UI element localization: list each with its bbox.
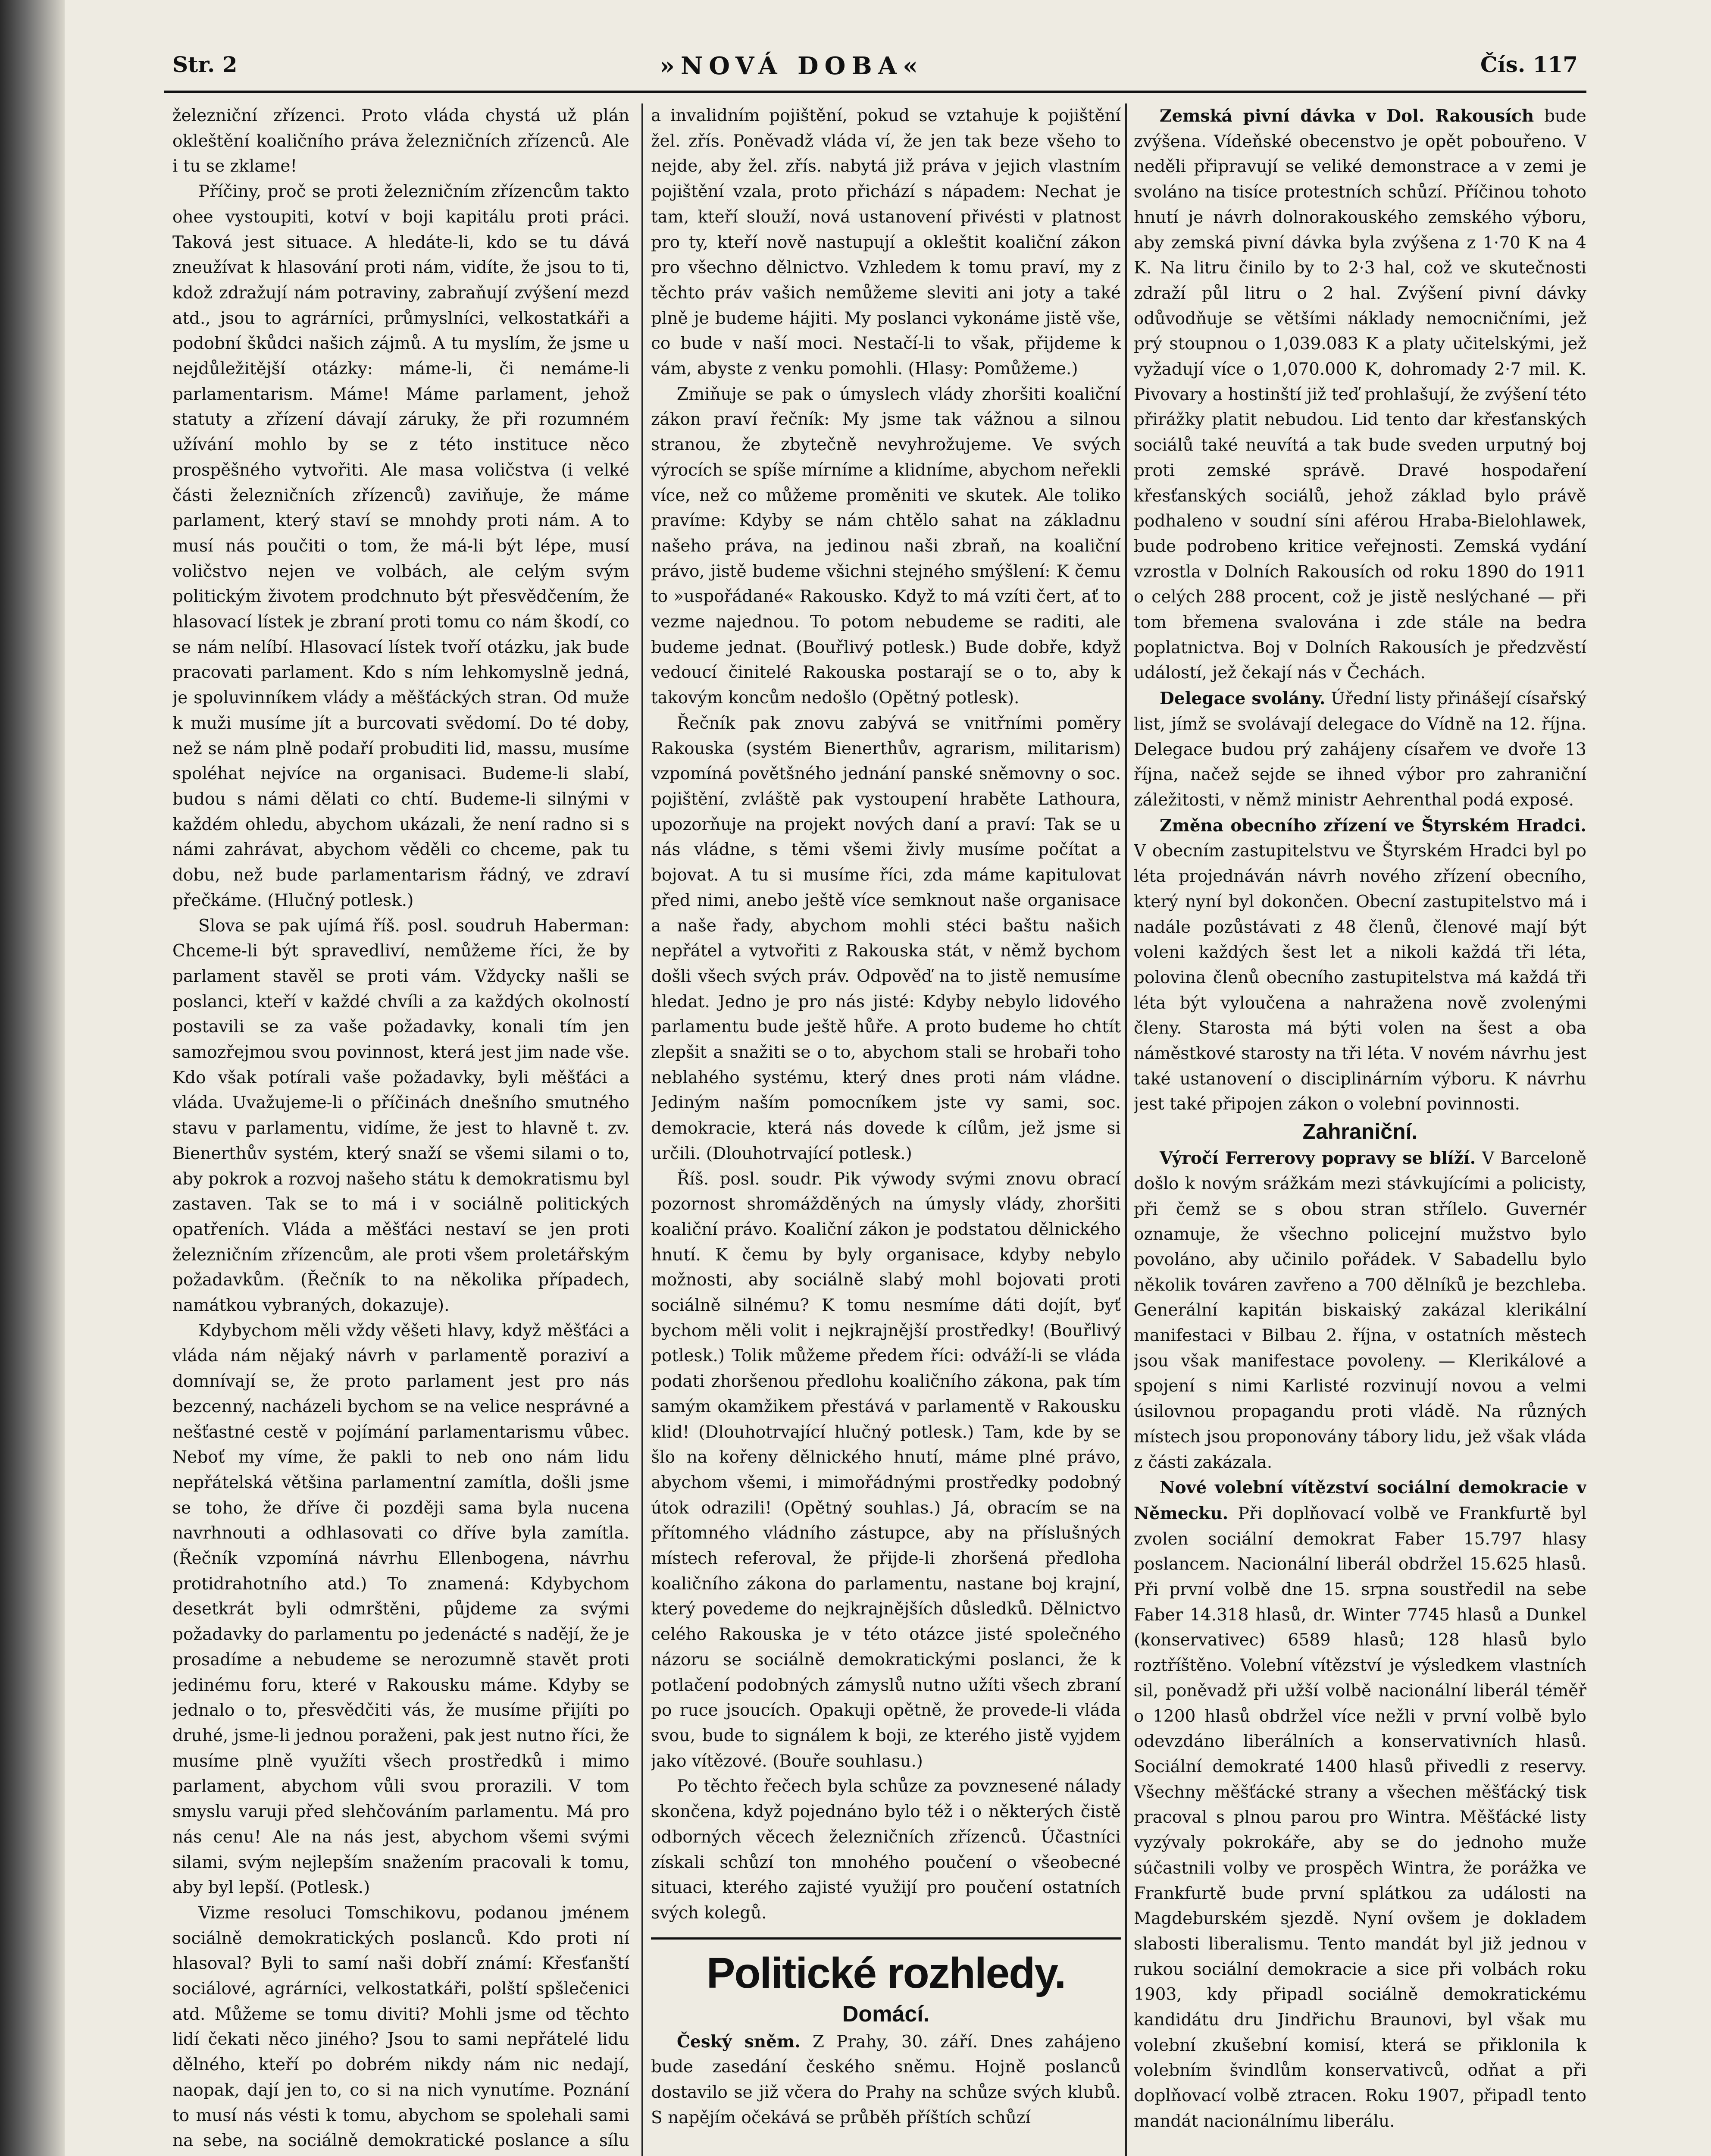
news-item-text: Z Prahy, 30. září. Dnes zahájeno bude zasedání českého sněmu. Hojně poslanců dostavilo se již včera do Prahy na schůze svých klubů. S napějím očekává se průběh příštích schůzí [651,2032,1121,2128]
page-number-left: Str. 2 [172,52,238,77]
page-binding-shadow [0,0,65,2156]
news-item [651,2029,1121,2131]
header-rule [164,91,1586,93]
news-item [1134,813,1586,1117]
newspaper-title: »NOVÁ DOBA« [660,52,924,80]
subheading-domaci: Domácí. [842,2001,930,2027]
page-header [164,47,1586,95]
article-paragraph: Příčiny, proč se proti železničním zřízencům takto ohee vystoupiti, kotví v boji kapitálu proti práci. Taková jest situace. A hledáte-li, kdo se tu dává zneužívat k hlasování proti nám, vidíte, že jsou to ti, kdož zdražují nám potraviny, zabraňují zvýšení mezd atd., jsou to agrárníci, průmyslníci, velkostatkáři a podobní škůdci našich zájmů. A tu myslím, že jsme u nejdůležitější otázky: máme-li, či nemáme-li parlamentarism. Máme! Máme parlament, jehož statuty a zřízení dávají záruky, že při rozumném užívání mohlo by se z této instituce něco prospěšného vytvořiti. Ale masa voličstva (i velké části železničních zřízenců) zaviňuje, že máme parlament, který staví se mnohdy proti nám. A to musí nás poučiti o tom, že má-li být lépe, musí voličstvo nejen ve volbách, ale celým svým politickým životem prodchnuto být přesvědčením, že hlasovací lístek je zbraní proti tomu co nám škodí, co se nám nelíbí. Hlasovací lístek tvoří otázku, jak bude pracovati parlament. Kdo s ním lehkomyslně jedná, je spoluvinníkem vlády a měšťáckých stran. Od muže k muži musíme jít a burcovati svědomí. Do té doby, než se nám plně podaří probuditi lid, massu, musíme spoléhat nejvíce na organisaci. Budeme-li slabí, budou s námi dělati co chtí. Budeme-li silnými v každém ohledu, abychom ukázali, že není radno si s námi zahrávat, abychom věděli co chceme, pak tu dobu, než bude parlamentarism řádný, ve zdraví přečkáme. (Hlučný potlesk.) [172,182,629,910]
news-item-text: V obecním zastupitelstvu ve Štyrském Hradci byl po léta projednáván návrh nového zřízení obecního, který nyní byl dokončen. Obecní zastupitelstvo má i nadále pozůstávati z 48 členů, členové mají být voleni každých šest let a nikoli každá tři léta, polovina členů obecního zastupitelstva má každá tři léta být vyloučena a nahražena nově zvolenými členy. Starosta má býti volen na šest a oba náměstkové starosty na tři léta. V novém návrhu jest také ustanovení o disciplinárním výboru. K návrhu jest také připojen zákon o volební povinnosti. [1134,841,1586,1114]
news-item-lead: Delegace svolány. [1160,689,1326,709]
news-item [1134,686,1586,813]
column-3 [1134,103,1586,2156]
article-paragraph: Zmiňuje se pak o úmyslech vlády zhoršiti koaliční zákon praví řečník: My jsme tak vážnou a silnou stranou, že zbytečně nevyhrožujeme. Ve svých výrocích se spíše mírníme a klidníme, abychom neřekli více, než co můžeme proměniti ve skutek. Ale toliko pravíme: Kdyby se nám chtělo sahat na základnu našeho práva, na jedinou naši zbraň, na koaliční právo, jistě budeme všichni stejného smýšlení: K čemu to »uspořádané« Rakousko. Když to má vzíti čert, ať to vezme najednou. To potom nebudeme se raditi, ale budeme jednat. (Bouřlivý potlesk.) Bude dobře, když vedoucí činitelé Rakouska postarají se o to, aby k takovým koncům nedošlo (Opětný potlesk). [651,384,1121,708]
column-2 [651,103,1121,2156]
news-item-text: V Barceloně došlo k novým srážkám mezi stávkujícími a policisty, při čemž se s obou stran střílelo. Guvernér oznamuje, že všechno policejní mužstvo bylo povoláno, aby učinilo pořádek. V Sabadellu bylo několik továren zavřeno a 700 dělníků je bezchleba. Generální kapitán biskaiský zakázal klerikální manifestaci v Bilbau 2. října, v ostatních městech jsou však manifestace povoleny. — Klerikálové a spojení s nimi Karlisté rozvinují novou a velmi úsilovnou propagandu proti vládě. Na různých místech jsou proponovány tábory lidu, jež však vláda z části zakázala. [1134,1149,1586,1472]
news-item-text: Při doplňovací volbě ve Frankfurtě byl zvolen sociální demokrat Faber 15.797 hlasy poslancem. Nacionální liberál obdržel 15.625 hlasů. Při první volbě dne 15. srpna soustředil na sebe Faber 14.318 hlasů, dr. Winter 7745 hlasů a Dunkel (konservativec) 6589 hlasů; 128 hlasů bylo roztříštěno. Volební vítězství je výsledkem vlastních sil, poněvadž při užší volbě nacionální liberál téměř o 1200 hlasů obdržel více nežli v první volbě bylo odevzdáno liberálních a konservativních hlasů. Sociální demokraté 1400 hlasů přivedli z reservy. Všechny měšťácké strany a všechen měšťácký tisk pracoval s plnou parou pro Wintra. Měšťácké listy vyzývaly pokrokáře, aby se do jednoho muže súčastnili volby ve prospěch Wintra, že porážka ve Frankfurtě bude první splátkou za události na Magdeburském sjezdě. Nyní ovšem je dokladem slabosti liberalismu. Tento mandát byl již jednou v rukou sociální demokracie a sice při volbách roku 1903, kdy připadl sociálně demokratickému kandidátu dru Jindřichu Braunovi, byl však mu volební zkušební komisí, která se přiklonila k volebním švindlům konservativců, odňat a při doplňovací volbě ztracen. Roku 1907, připadl tento mandát nacionálnímu liberálu. [1134,1504,1586,2131]
news-item-lead: Nové volební vítězství sociální demokracie v Německu. [1134,1478,1586,1523]
issue-number: Čís. 117 [1480,52,1578,77]
news-item-lead: Výročí Ferrerovy popravy se blíží. [1160,1148,1476,1169]
news-item-lead: Český sněm. [677,2031,801,2052]
news-item-text: Úřední listy přinášejí císařský list, jímž se svolávají delegace do Vídně na 12. října. Delegace budou prý zahájeny císařem ve dvoře 13 října, načež sejde se ihned výbor pro zahraniční záležitosti, v němž ministr Aehrenthal podá exposé. [1134,689,1586,810]
column-divider-1 [641,103,643,2156]
article-paragraph: železniční zřízenci. Proto vláda chystá už plán okleštění koaličního práva železničních zřízenců. Ale i tu se zklame! [172,106,629,176]
article-paragraph: Kdybychom měli vždy věšeti hlavy, když měšťáci a vláda nám nějaký návrh v parlamentě poraziví a domnívají se, že proto parlament jest pro nás bezcenný, nacházeli bychom se na velice nesprávné a nešťastné cestě v pojímání parlamentarismu vůbec. Neboť my víme, že pakli to neb ono nám lidu nepřátelská většina parlamentní zamítla, došli jsme se toho, že dříve či později sama byla nucena navrhnouti a odhlasovati co dříve byla zamítla. (Řečník vzpomíná návrhu Ellenbogena, návrhu protidrahotního atd.) To znamená: Kdybychom desetkrát byli odmrštěni, půjdeme za svými požadavky do parlamentu po jedenácté s nadějí, že je prosadíme a nebudeme se nerozumně stavět proti jedinému foru, které v Rakousku máme. Kdyby se jednalo o to, přesvědčiti vás, že musíme přijíti po druhé, jsme-li jednou poraženi, pak jest nutno říci, že musíme plně využíti všech prostředků i mimo parlament, abychom vůli svou prorazili. V tom smyslu varuji před slehčováním parlamentu. Má pro nás cenu! Ale na nás jest, abychom všemi svými silami, svým nejlepším snažením pracovali k tomu, aby byl lepší. (Potlesk.) [172,1321,629,1898]
column-1 [172,103,629,2156]
news-item-lead: Změna obecního zřízení ve Štyrském Hradci. [1160,815,1586,836]
article-paragraph: Vizme resoluci Tomschikovu, podanou jménem sociálně demokratických poslanců. Kdo proti ní hlasoval? Byli to samí naši dobří známí: Křesťanští sociálové, agrárníci, velkostatkáři, polští spšlečenici atd. Můžeme se tomu diviti? Mohli jsme od těchto lidí čekati něco jiného? Jsou to sami nepřátelé lidu dělného, kteří po dobrém nikdy nám nic nedají, naopak, dají jen to, co si na nich vynutíme. Poznání to musí nás vésti k tomu, abychom se spolehali sami na sebe, na sociálně demokratické poslance a sílu [172,1903,629,2151]
article-paragraph: a invalidním pojištění, pokud se vztahuje k pojištění žel. zřís. Poněvadž vláda ví, že jen tak beze všeho to nejde, aby žel. zřís. nabytá již práva v jejich vlastním pojištění vzala, proto přichází s nápadem: Nechat je tam, kteří slouží, nová ustanovení přivésti v platnost pro ty, kteří nově nastupují a okleštit koaliční zákon pro všechno dělnictvo. Vzhledem k tomu praví, my z těchto práv vašich nemůžeme sleviti ani joty a také plně je budeme hájiti. My poslanci vykonáme jistě vše, co bude v naší moci. Nestačí-li to však, přijdeme k vám, abyste z venku pomohli. (Hlasy: Pomůžeme.) [651,106,1121,379]
section-heading-zahranicni: Zahraniční. [1302,1119,1418,1144]
article-paragraph: Říš. posl. soudr. Pik výwody svými znovu obrací pozornost shromážděných na úmysly vlády, zhoršiti koaliční právo. Koaliční zákon je podstatou dělnického hnutí. K čemu by byly organisace, kdyby nebylo možnosti, aby sociálně slabý mohl bojovati proti sociálně silnému? K tomu nesmíme dáti dojít, byť bychom měli volit i nejkrajnější prostředky! (Bouřlivý potlesk.) Tolik můžeme předem říci: odváží-li se vláda podati zhoršenou předlohu koaličního zákona, pak tím samým okamžikem přestává v parlamentě v Rakousku klid! (Dlouhotrvající hlučný potlesk.) Tam, kde by se šlo na kořeny dělnického hnutí, máme plné právo, abychom všemi, i mimořádnými prostředky podobný útok odrazili! (Opětný souhlas.) Já, obracím se na přítomného vládního zástupce, aby na příslušných místech referoval, že přijde-li zhoršená předloha koaličního zákona do parlamentu, nastane boj krajní, který povedeme do nejkrajnějších důsledků. Dělnictvo celého Rakouska je v této otázce jisté společného názoru se sociálně demokratickými poslanci, že k potlačení podobných zámyslů nutno užíti všech zbraní po ruce jsoucích. Opakuji opětně, že provede-li vláda svou, bude to signálem k boji, ze kterého jistě vyjdem jako vítězové. (Bouře souhlasu.) [651,1169,1121,1771]
news-item-text: bude zvýšena. Vídeňské obecenstvo je opět pobouřeno. V neděli připravují se veliké demonstrace a v zemi je svoláno na tisíce protestních schůzí. Příčinou tohoto hnutí je návrh dolnorakouského zemského výboru, aby zemská pivní dávka byla zvýšena z 1·70 K na 4 K. Na litru činilo by to 2·3 hal, což ve skutečnosti zdraží půl litru o 2 hal. Zvýšení pivní dávky odůvodňuje se většími náklady nemocničními, jež prý stoupnou o 1,039.083 K a platy učitelskými, jež vyžadují více o 1,070.000 K, dohromady 2·7 mil. K. Pivovary a hostinští již teď prohlašují, že zvýšení této přirážky platit nebudou. Lid tento dar křesťanských sociálů také neuvítá a tak bude sveden urputný boj proti zemské správě. Dravé hospodaření křesťanských sociálů, jehož základ bylo právě podhaleno v soudní síni aférou Hraba-Bielohlawek, bude podrobeno kritice veřejnosti. Zemská vydání vzrostla v Dolních Rakousích od roku 1890 do 1911 o celých 288 procent, což je jistě neslýchané — při tom břemena svalována i zde stále na bedra poplatnictva. Boj v Dolních Rakousích je předzvěstí událostí, jež čekají nás v Čechách. [1134,107,1586,683]
news-item-lead: Zemská pivní dávka v Dol. Rakousích [1160,106,1534,126]
section-heading-politicke-rozhledy: Politické rozhledy. [706,1949,1066,1997]
section-rule [651,1937,1121,1940]
news-item [1134,103,1586,686]
column-divider-2 [1125,103,1127,2156]
article-paragraph: Řečník pak znovu zabývá se vnitřními poměry Rakouska (systém Bienerthův, agrarism, militarism) vzpomíná povětšného jednání panské sněmovny o soc. pojištění, zvláště pak vystoupení hraběte Lathoura, upozorňuje na projekt nových daní a praví: Tak se u nás vládne, s těmi všemi živly musíme počítat a bojovat. A tu si musíme říci, zda máme kapitulovat před nimi, anebo ještě více semknout naše organisace a naše řady, abychom mohli stéci baštu našich nepřátel a vytvořiti z Rakouska stát, v němž bychom došli všech svých práv. Odpověď na to jistě nemusíme hledat. Jedno je pro nás jisté: Kdyby nebylo lidového parlamentu bude ještě hůře. A proto budeme ho chtít zlepšit a snažiti se o to, abychom stali se hrobaři toho neblahého systému, který dnes proti nám vládne. Jediným naším pomocníkem jste vy sami, soc. demokracie, která nás dovede k cílům, jež jsme si určili. (Dlouhotrvající potlesk.) [651,713,1121,1163]
article-paragraph: Slova se pak ujímá říš. posl. soudruh Haberman: Chceme-li být spravedliví, nemůžeme říci, že by parlament stavěl se proti vám. Vždycky našli se poslanci, kteří v každé chvíli a za každých okolností postavili se za vaše požadavky, konali tím jen samozřejmou svou povinnost, která jest jim nade vše. Kdo však potírali vaše požadavky, byli měšťáci a vláda. Uvažujeme-li o příčinách dnešního smutného stavu v parlamentu, vidíme, že jest to hlavně t. zv. Bienerthův systém, který snaží se všemi silami o to, aby pokrok a rozvoj našeho státu k demokratismu byl zastaven. Tak se to má i v sociálně politických opatřeních. Vláda a měšťáci nestaví se jen proti železničním zřízencům, ale proti všem proletářským požadavkům. (Řečník to na několika případech, namátkou vybraných, dokazuje). [172,916,629,1316]
news-item [1134,1475,1586,2134]
news-item [1134,1146,1586,1475]
article-paragraph: Po těchto řečech byla schůze za povznesené nálady skončena, když pojednáno bylo též i o některých čistě odborných věcech železničních zřízenců. Účastníci získali schůzí ton mnohého poučení o všeobecné situaci, kterého zajisté využijí pro poučení ostatních svých kolegů. [651,1777,1121,1923]
